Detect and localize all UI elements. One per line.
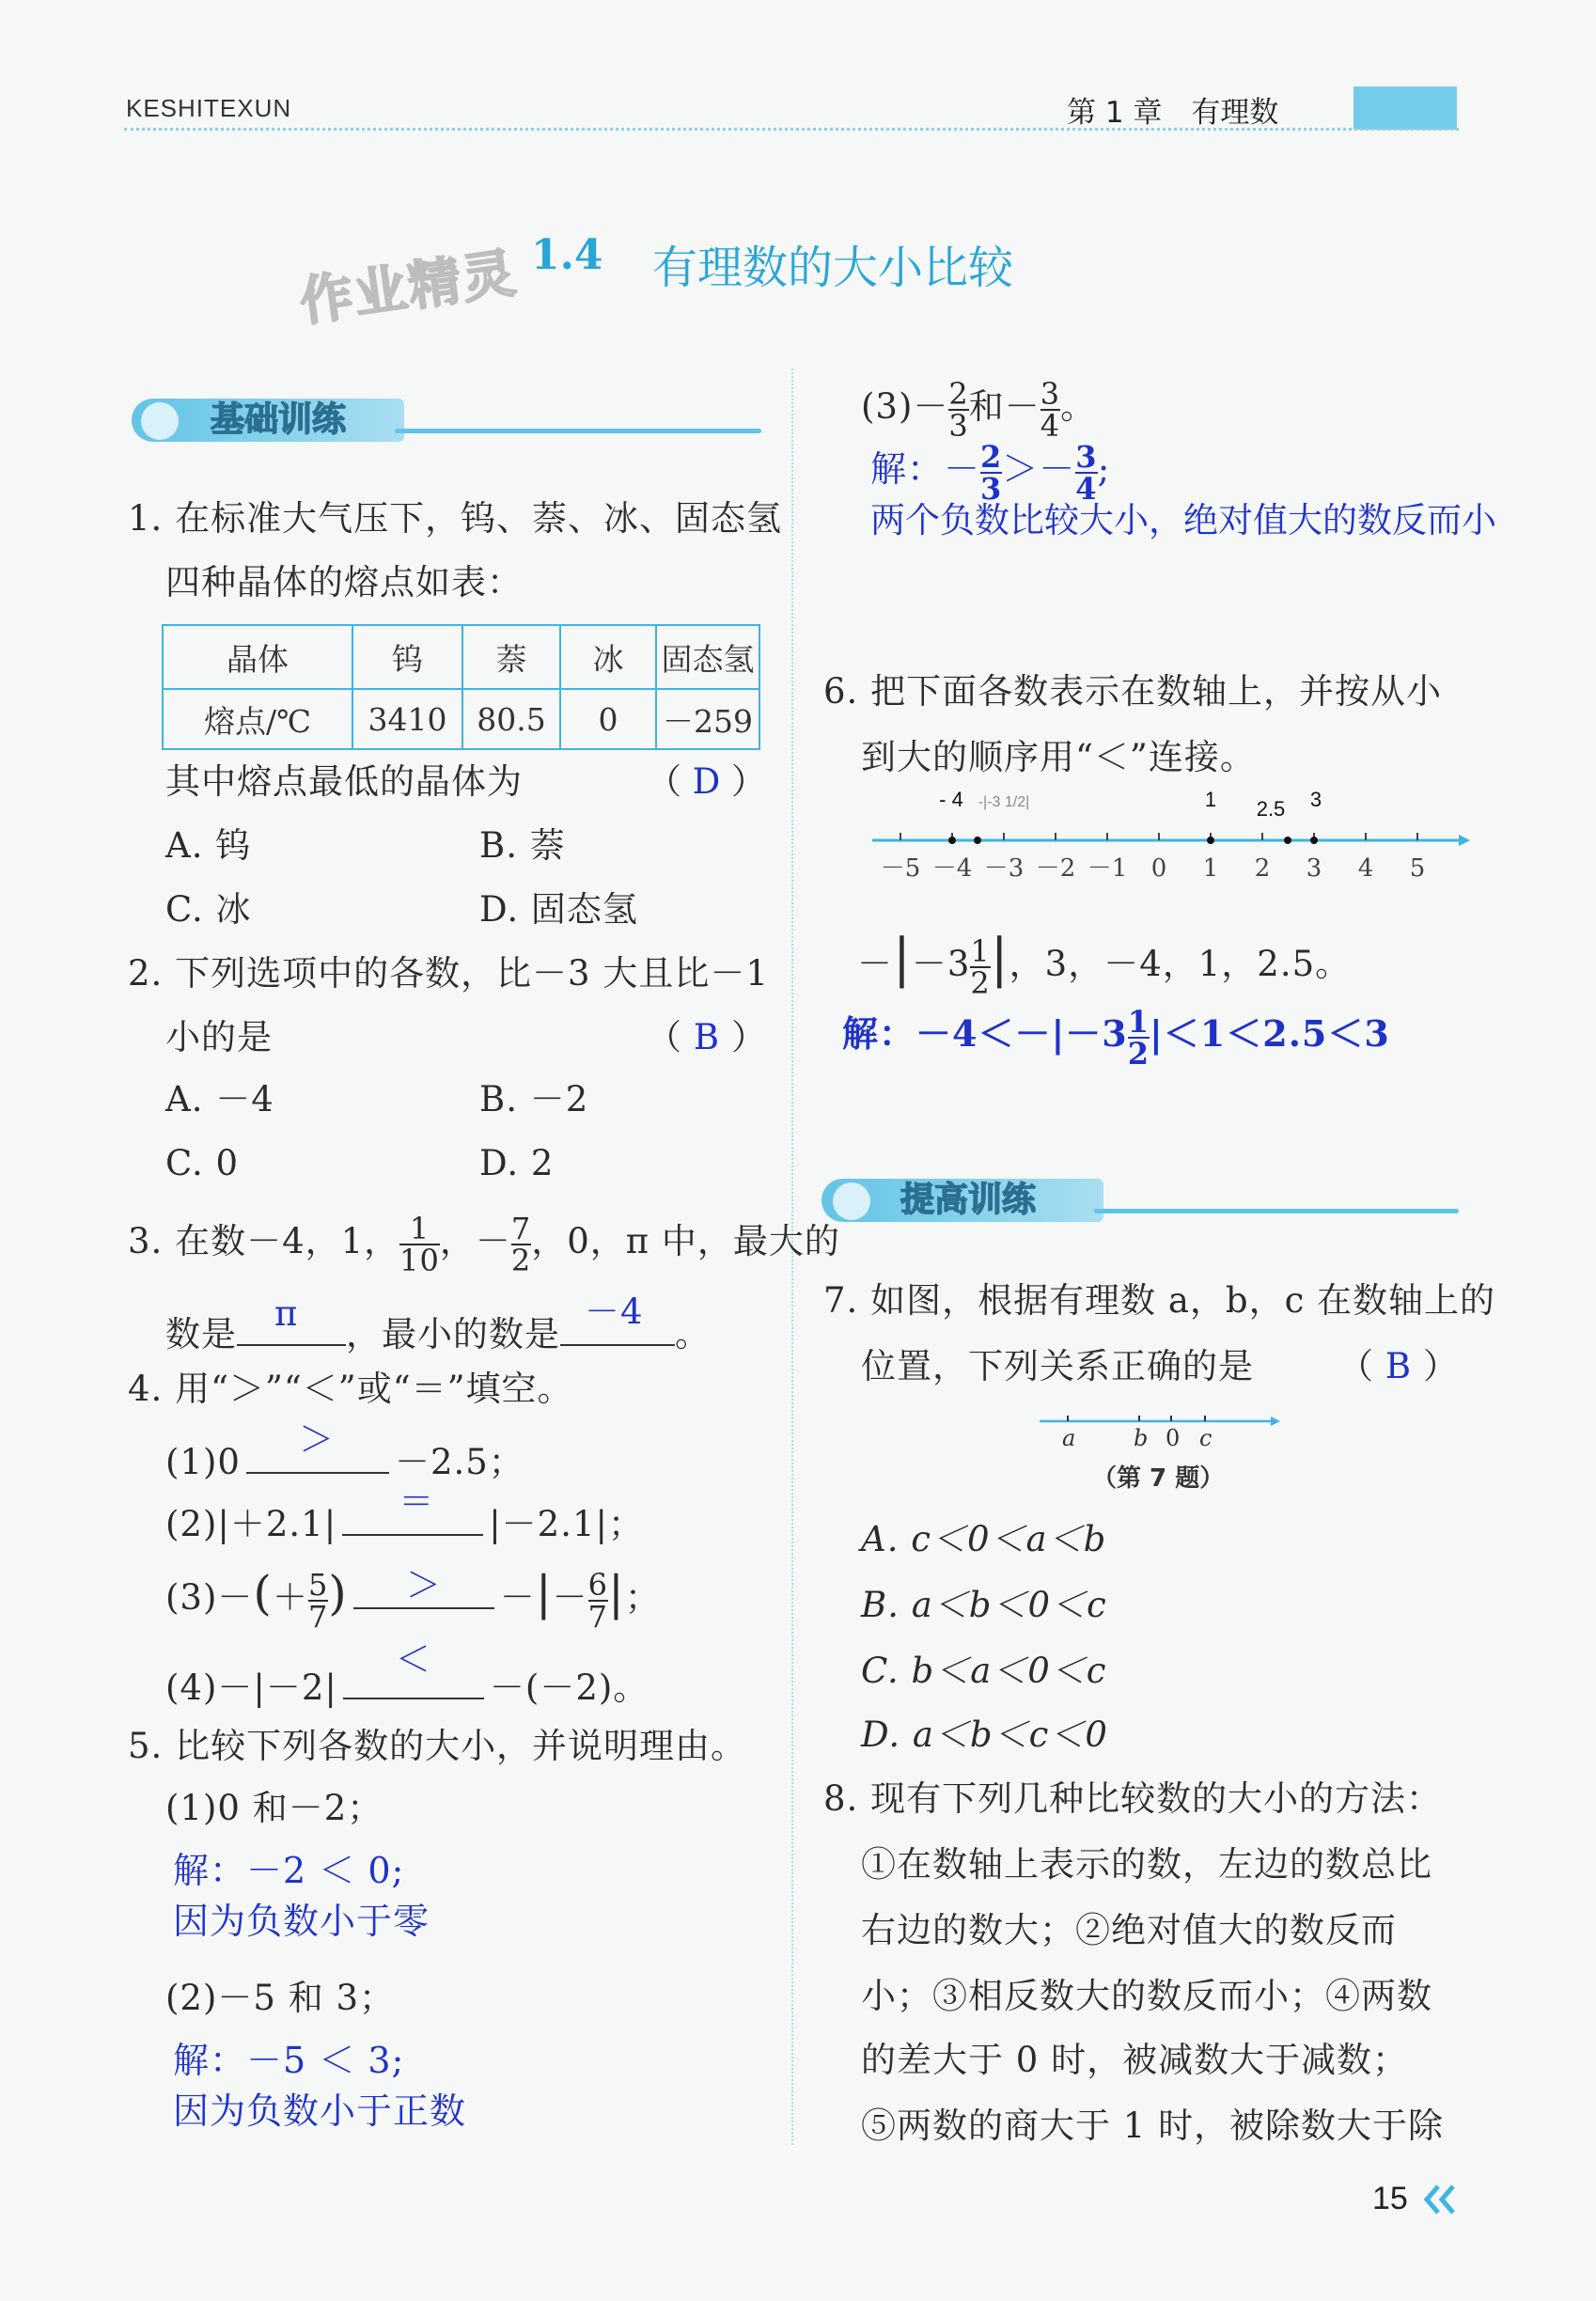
page-title: 有理数的大小比较 (652, 242, 1014, 294)
point-3 (1310, 837, 1318, 844)
sol-end: ; (1097, 448, 1111, 490)
q3-suffix: ，0，π 中，最大的 (531, 1221, 840, 1261)
q7-option-c: C. b＜a＜0＜c (861, 1651, 1107, 1691)
q6-solution (842, 1003, 1390, 1072)
q5-part2: (2)－5 和 3； (165, 1978, 396, 2018)
sol-left: 解：－ (870, 448, 981, 490)
q4-fraction-6-7 (587, 1566, 609, 1635)
list-fraction-1-2 (970, 932, 991, 1001)
point-label-minus-abs: -|-3 1/2| (978, 794, 1030, 810)
tick-label: 2 (1254, 854, 1271, 883)
frac-den: 3 (980, 470, 1003, 507)
abs-bar: | (990, 928, 1009, 989)
point-label-minus-4: - 4 (939, 788, 963, 811)
tick-label: 1 (1202, 854, 1219, 883)
list-minus-three: －3 (911, 944, 971, 984)
pencil-icon (833, 1182, 870, 1220)
q4-answer-1: ＞ (298, 1419, 335, 1460)
frac-num: 1 (1127, 1003, 1150, 1040)
q1-option-d: D. 固态氢 (479, 889, 638, 930)
frac-num: 6 (587, 1566, 609, 1603)
q7-stem-line1: 7. 如图，根据有理数 a，b，c 在数轴上的 (823, 1280, 1496, 1321)
tick-label: 4 (1357, 854, 1374, 883)
q8-line1: 8. 现有下列几种比较数的大小的方法： (823, 1778, 1443, 1819)
table-cell: 冰 (560, 625, 656, 689)
list-minus: － (857, 944, 893, 984)
tick-label: －3 (983, 854, 1025, 883)
tick-label: －1 (1087, 854, 1128, 883)
table-cell: 萘 (462, 625, 560, 689)
q6-number-line (865, 782, 1476, 895)
q3-f2-num: 7 (510, 1210, 532, 1246)
axis-arrow (1459, 835, 1470, 846)
q3-stem-line2 (165, 1291, 711, 1357)
q2-option-b: B. －2 (479, 1079, 589, 1119)
q5-p3-mid: 和－ (968, 386, 1041, 427)
table-cell: 0 (560, 689, 656, 749)
abs-bar: | (893, 928, 912, 989)
section-tag-advanced-label: 提高训练 (900, 1181, 1037, 1219)
q4-stem: 4. 用“＞”“＜”或“＝”填空。 (128, 1369, 573, 1409)
q3-mid: ，－ (439, 1221, 511, 1261)
q4-p3-minus: － (499, 1577, 536, 1618)
sol-right: |＜1＜2.5＜3 (1149, 1012, 1390, 1055)
q3-line2a: 数是 (165, 1314, 237, 1354)
axis-arrow (1271, 1417, 1280, 1426)
q3-f1-num: 1 (409, 1210, 430, 1246)
q5-p3-left: (3)－ (861, 386, 949, 427)
q6-stem-line1: 6. 把下面各数表示在数轴上，并按从小 (823, 671, 1443, 712)
q4-part1 (165, 1419, 524, 1485)
q1-option-c: C. 冰 (165, 889, 252, 930)
tick-label: －2 (1035, 854, 1076, 883)
frac-num: 5 (307, 1566, 329, 1603)
frac-num: 1 (970, 932, 991, 969)
q3-f2-den: 2 (510, 1242, 532, 1278)
q4-p4-right: －(－2)。 (489, 1667, 649, 1708)
q7-answer-bracket: （ B ） (1338, 1344, 1459, 1389)
table-cell: 熔点/℃ (163, 689, 352, 749)
q4-answer-4: ＜ (395, 1639, 431, 1680)
q3-fraction-1-10 (399, 1210, 440, 1278)
label-zero: 0 (1166, 1425, 1181, 1451)
sol-left: 解：－4＜－|－3 (842, 1012, 1128, 1055)
paren: ) (328, 1566, 348, 1620)
q5-part1: (1)0 和－2； (165, 1788, 383, 1828)
q1-answer: D (692, 761, 722, 802)
table-cell: 钨 (352, 625, 462, 689)
q1-stem-line1: 1. 在标准大气压下，钨、萘、冰、固态氢 (128, 498, 783, 539)
q4-part3: (3)－(＋ $\frac{5}{7}$ ) ＞ －|－ $\frac{6}{7}$ |； (165, 1560, 661, 1632)
pencil-icon (141, 402, 179, 440)
tick-label: －4 (931, 854, 973, 883)
q6-stem-line2: 到大的顺序用“＜”连接。 (861, 737, 1256, 777)
q8-line4: 小；③相反数大的数反而小；④两数 (861, 1976, 1432, 2016)
q4-blank-4 (343, 1639, 484, 1699)
q4-answer-2: ＝ (399, 1481, 435, 1522)
q3-end: 。 (675, 1314, 711, 1354)
label-a: a (1062, 1425, 1076, 1451)
q3-line2b: ，最小的数是 (346, 1314, 560, 1354)
q4-part4 (165, 1639, 649, 1711)
q2-option-d: D. 2 (479, 1143, 555, 1183)
frac-num: 2 (948, 375, 969, 412)
q4-p4-left: (4)－|－2| (165, 1667, 337, 1708)
table-cell: 80.5 (462, 689, 560, 749)
list-rest: ，3，－4，1，2.5。 (1009, 944, 1352, 984)
q4-p1-right: －2.5； (394, 1442, 524, 1482)
q3-answer-max: π (274, 1293, 299, 1334)
q3-answer-min: －4 (585, 1291, 644, 1332)
q1-option-b: B. 萘 (479, 825, 566, 866)
q4-p3-semicolon: ； (624, 1577, 661, 1618)
q5-fraction-2-3 (948, 375, 969, 444)
q7-stem-line2: 位置，下列关系正确的是 (861, 1346, 1254, 1386)
q8-line6: ⑤两数的商大于 1 时，被除数大于除 (861, 2105, 1445, 2146)
header-color-block (1353, 86, 1457, 130)
frac-den: 4 (1075, 470, 1098, 507)
section-rule-basic (395, 429, 761, 433)
header-rule (124, 128, 1459, 131)
q5-fraction-3-4 (1040, 375, 1061, 444)
q1-option-a: A. 钨 (165, 825, 252, 866)
q8-line2: ①在数轴上表示的数，左边的数总比 (861, 1844, 1432, 1885)
sol-fraction-3-4 (1075, 438, 1098, 507)
axis-tick-labels (881, 854, 1426, 883)
q4-p3-plus: ＋ (272, 1577, 308, 1618)
tick-label: 3 (1306, 854, 1322, 883)
q3-stem-line1 (128, 1209, 840, 1276)
q7-option-b: B. a＜b＜0＜c (861, 1585, 1107, 1625)
point-1 (1207, 837, 1214, 844)
frac-den: 7 (587, 1598, 609, 1635)
sol-mid: ＞－ (1002, 448, 1076, 490)
q2-option-a: A. －4 (165, 1079, 274, 1119)
q4-blank-3 (353, 1565, 494, 1609)
q4-blank-1 (246, 1419, 389, 1474)
q1-answer-bracket: （ D ） (647, 759, 767, 805)
label-b: b (1134, 1425, 1149, 1451)
q3-blank-min (560, 1291, 675, 1346)
page-number: 15 (1372, 2181, 1408, 2216)
header-brand: KESHITEXUN (126, 94, 292, 122)
table-cell: 晶体 (163, 625, 352, 689)
frac-num: 2 (980, 438, 1003, 475)
q4-p1-left: (1)0 (165, 1442, 241, 1482)
q5-solution2-line1: 解：－5 ＜ 3; (173, 2040, 405, 2081)
q4-part2 (165, 1481, 644, 1547)
q4-blank-2 (342, 1481, 483, 1536)
q2-stem-line2: 小的是 (165, 1017, 273, 1057)
q5-p3-end: 。 (1060, 386, 1097, 427)
q8-line5: 的差大于 0 时，被减数大于减数； (861, 2040, 1409, 2080)
q3-f1-den: 10 (399, 1242, 440, 1278)
frac-den: 4 (1040, 407, 1061, 444)
q5-solution1-line2: 因为负数小于零 (173, 1901, 430, 1942)
section-number: 1.4 (531, 231, 603, 279)
label-c: c (1199, 1425, 1213, 1451)
melting-point-table (162, 624, 760, 750)
table-cell: 3410 (352, 689, 462, 749)
tick-label: 0 (1150, 854, 1167, 883)
q2-answer-bracket: （ B ） (647, 1015, 767, 1060)
q7-answer: B (1385, 1346, 1413, 1386)
table-row (163, 689, 759, 749)
watermark: 作业精灵 (296, 243, 522, 334)
q4-p2-right: |－2.1|； (489, 1504, 644, 1544)
sol-fraction-2-3 (980, 438, 1003, 507)
point-label-3: 3 (1309, 788, 1322, 811)
frac-den: 7 (307, 1598, 329, 1635)
point-minus-4 (948, 837, 956, 844)
q5-stem: 5. 比较下列各数的大小，并说明理由。 (128, 1726, 747, 1766)
frac-den: 2 (1127, 1035, 1150, 1072)
point-minus-abs-3-half (974, 837, 981, 844)
frac-den: 2 (970, 964, 991, 1001)
q5-solution1-line1: 解：－2 ＜ 0; (173, 1850, 405, 1891)
paren: ( (253, 1566, 273, 1620)
q2-option-c: C. 0 (165, 1143, 240, 1183)
q5-solution2-line2: 因为负数小于正数 (173, 2090, 467, 2132)
frac-num: 3 (1040, 375, 1061, 412)
section-tag-basic-label: 基础训练 (211, 400, 347, 439)
section-rule-advanced (1094, 1209, 1459, 1213)
q2-stem-line1: 2. 下列选项中的各数，比－3 大且比－1 (128, 953, 769, 994)
q4-p3-left: (3)－ (165, 1577, 254, 1618)
point-2-5 (1284, 837, 1291, 844)
q8-line3: 右边的数大；②绝对值大的数反而 (861, 1910, 1397, 1950)
q5-solution3-line2: 两个负数比较大小，绝对值大的数反而小 (870, 500, 1496, 540)
q1-stem-line2: 四种晶体的熔点如表： (165, 562, 523, 603)
header-chapter: 第 1 章 有理数 (1067, 96, 1279, 130)
q7-option-a: A. c＜0＜a＜b (861, 1519, 1107, 1559)
frac-num: 3 (1075, 438, 1098, 475)
frac-den: 3 (948, 407, 969, 444)
q6-number-list (857, 921, 1351, 1002)
q5-part3 (861, 374, 1097, 444)
q7-option-d: D. a＜b＜c＜0 (861, 1714, 1108, 1755)
abs-bar: | (535, 1566, 553, 1620)
point-label-1: 1 (1204, 788, 1217, 811)
q5-solution3-line1 (870, 436, 1111, 507)
q3-prefix: 3. 在数－4，1， (128, 1221, 400, 1261)
table-cell: 固态氢 (656, 625, 759, 689)
tick-label: －5 (880, 854, 921, 883)
point-label-2-5: 2.5 (1256, 797, 1286, 821)
q4-p2-left: (2)|＋2.1| (165, 1504, 337, 1544)
abs-bar: | (608, 1566, 625, 1620)
q7-caption: （第 7 题） (1092, 1464, 1225, 1493)
sol-fraction-1-2 (1127, 1003, 1150, 1072)
q3-blank-max (237, 1293, 346, 1346)
table-row (163, 625, 759, 689)
q3-fraction-7-2 (510, 1210, 532, 1278)
q2-answer: B (693, 1017, 721, 1057)
double-chevron-left-icon (1421, 2183, 1459, 2216)
q4-answer-3: ＞ (405, 1565, 442, 1605)
q1-question: 其中熔点最低的晶体为 (165, 761, 523, 802)
q7-number-line (1034, 1402, 1288, 1455)
tick-label: 5 (1409, 854, 1426, 883)
table-cell: －259 (656, 689, 759, 749)
q4-fraction-5-7 (307, 1566, 329, 1635)
